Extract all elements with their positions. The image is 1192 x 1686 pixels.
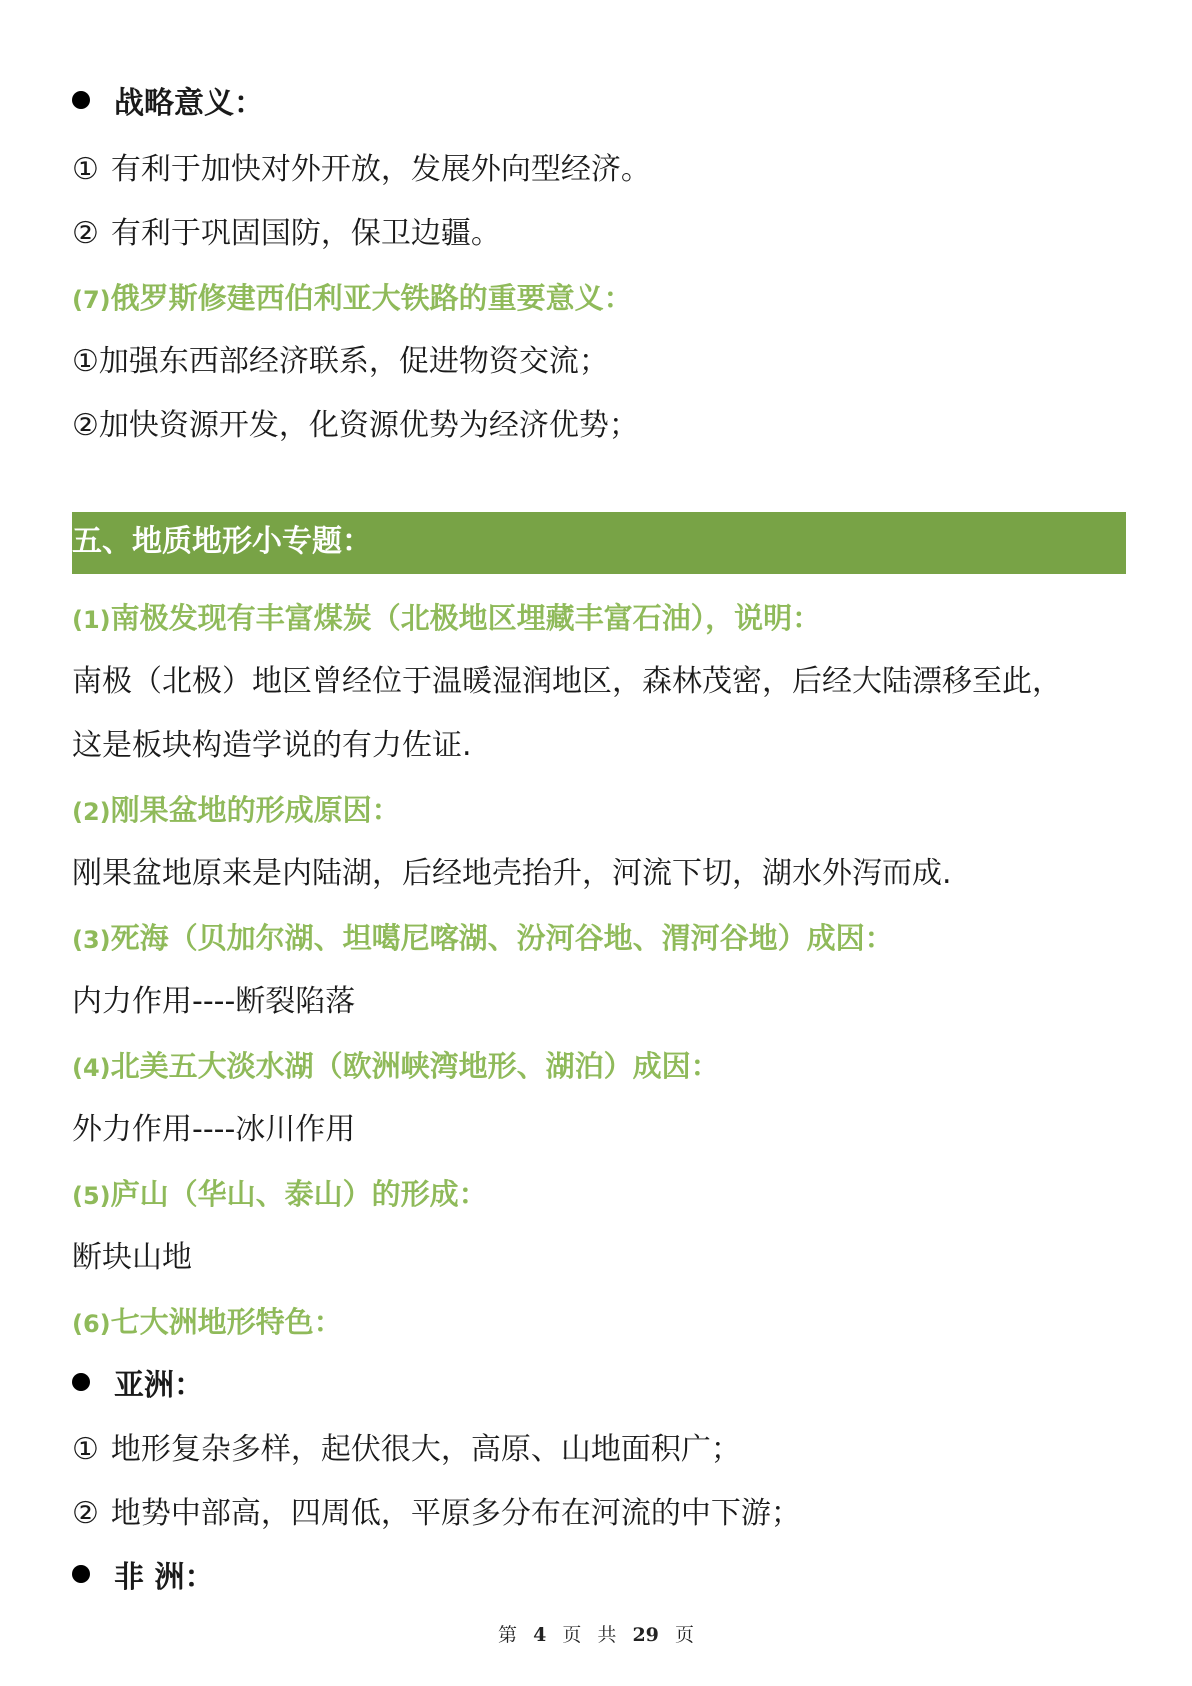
heading-text: 七大洲地形特色： [110, 1305, 343, 1339]
heading-number: (7) [72, 286, 111, 314]
heading-number: (3) [72, 926, 111, 954]
item-text: 地势中部高，四周低，平原多分布在河流的中下游； [110, 1496, 801, 1531]
strategic-item-1 [72, 150, 651, 190]
heading-text: 刚果盆地的形成原因： [110, 793, 401, 827]
footer-prefix: 第 [498, 1624, 518, 1646]
footer-total-pages: 29 [632, 1624, 659, 1646]
footer-mid: 页 共 [562, 1624, 617, 1646]
topic-4-line-1: 外力作用----冰川作用 [72, 1112, 356, 1147]
strategic-item-2 [72, 214, 501, 254]
heading-topic-4 [72, 1046, 720, 1088]
section-title: 五、地质地形小专题： [72, 524, 372, 559]
heading-number: (2) [72, 798, 111, 826]
q7-item-1: ①加强东西部经济联系，促进物资交流； [72, 344, 609, 379]
bullet-icon [72, 1565, 90, 1583]
asia-item-2 [72, 1494, 801, 1534]
heading-text: 俄罗斯修建西伯利亚大铁路的重要意义： [110, 281, 633, 315]
heading-number: (5) [72, 1182, 111, 1210]
heading-number: (6) [72, 1310, 111, 1338]
heading-topic-3 [72, 918, 894, 960]
heading-text: 南极发现有丰富煤炭（北极地区埋藏丰富石油），说明： [110, 601, 822, 635]
heading-topic-5 [72, 1174, 488, 1216]
footer-suffix: 页 [674, 1624, 694, 1646]
footer-page-number: 4 [533, 1624, 547, 1646]
bullet-africa-label: 非 洲： [114, 1560, 215, 1595]
heading-topic-2 [72, 790, 401, 832]
page-footer [0, 1620, 1192, 1647]
bullet-asia [72, 1366, 204, 1406]
bullet-asia-label: 亚洲： [114, 1368, 204, 1403]
section-title-bar [72, 512, 1126, 574]
topic-1-line-2: 这是板块构造学说的有力佐证. [72, 728, 472, 763]
heading-number: (1) [72, 606, 111, 634]
item-number: ① [72, 1432, 99, 1467]
heading-text: 庐山（华山、泰山）的形成： [110, 1177, 488, 1211]
item-text: 有利于巩固国防，保卫边疆。 [110, 216, 501, 251]
bullet-icon [72, 91, 90, 109]
item-text: 地形复杂多样，起伏很大，高原、山地面积广； [110, 1432, 741, 1467]
heading-topic-1 [72, 598, 821, 640]
item-text: 有利于加快对外开放，发展外向型经济。 [110, 152, 651, 187]
bullet-strategic [72, 84, 264, 124]
q7-item-2: ②加快资源开发，化资源优势为经济优势； [72, 408, 639, 443]
asia-item-1 [72, 1430, 741, 1470]
topic-5-line-1: 断块山地 [72, 1240, 192, 1275]
topic-1-line-1: 南极（北极）地区曾经位于温暖湿润地区，森林茂密，后经大陆漂移至此， [72, 664, 1062, 699]
heading-q7 [72, 278, 633, 320]
topic-3-line-1: 内力作用----断裂陷落 [72, 984, 356, 1019]
topic-2-line-1: 刚果盆地原来是内陆湖，后经地壳抬升，河流下切，湖水外泻而成. [72, 856, 952, 891]
bullet-strategic-label: 战略意义： [114, 86, 264, 121]
item-number: ① [72, 152, 99, 187]
heading-number: (4) [72, 1054, 111, 1082]
bullet-icon [72, 1373, 90, 1391]
heading-text: 北美五大淡水湖（欧洲峡湾地形、湖泊）成因： [110, 1049, 720, 1083]
heading-text: 死海（贝加尔湖、坦噶尼喀湖、汾河谷地、渭河谷地）成因： [110, 921, 894, 955]
item-number: ② [72, 216, 99, 251]
item-number: ② [72, 1496, 99, 1531]
heading-topic-6 [72, 1302, 343, 1344]
bullet-africa [72, 1558, 214, 1598]
